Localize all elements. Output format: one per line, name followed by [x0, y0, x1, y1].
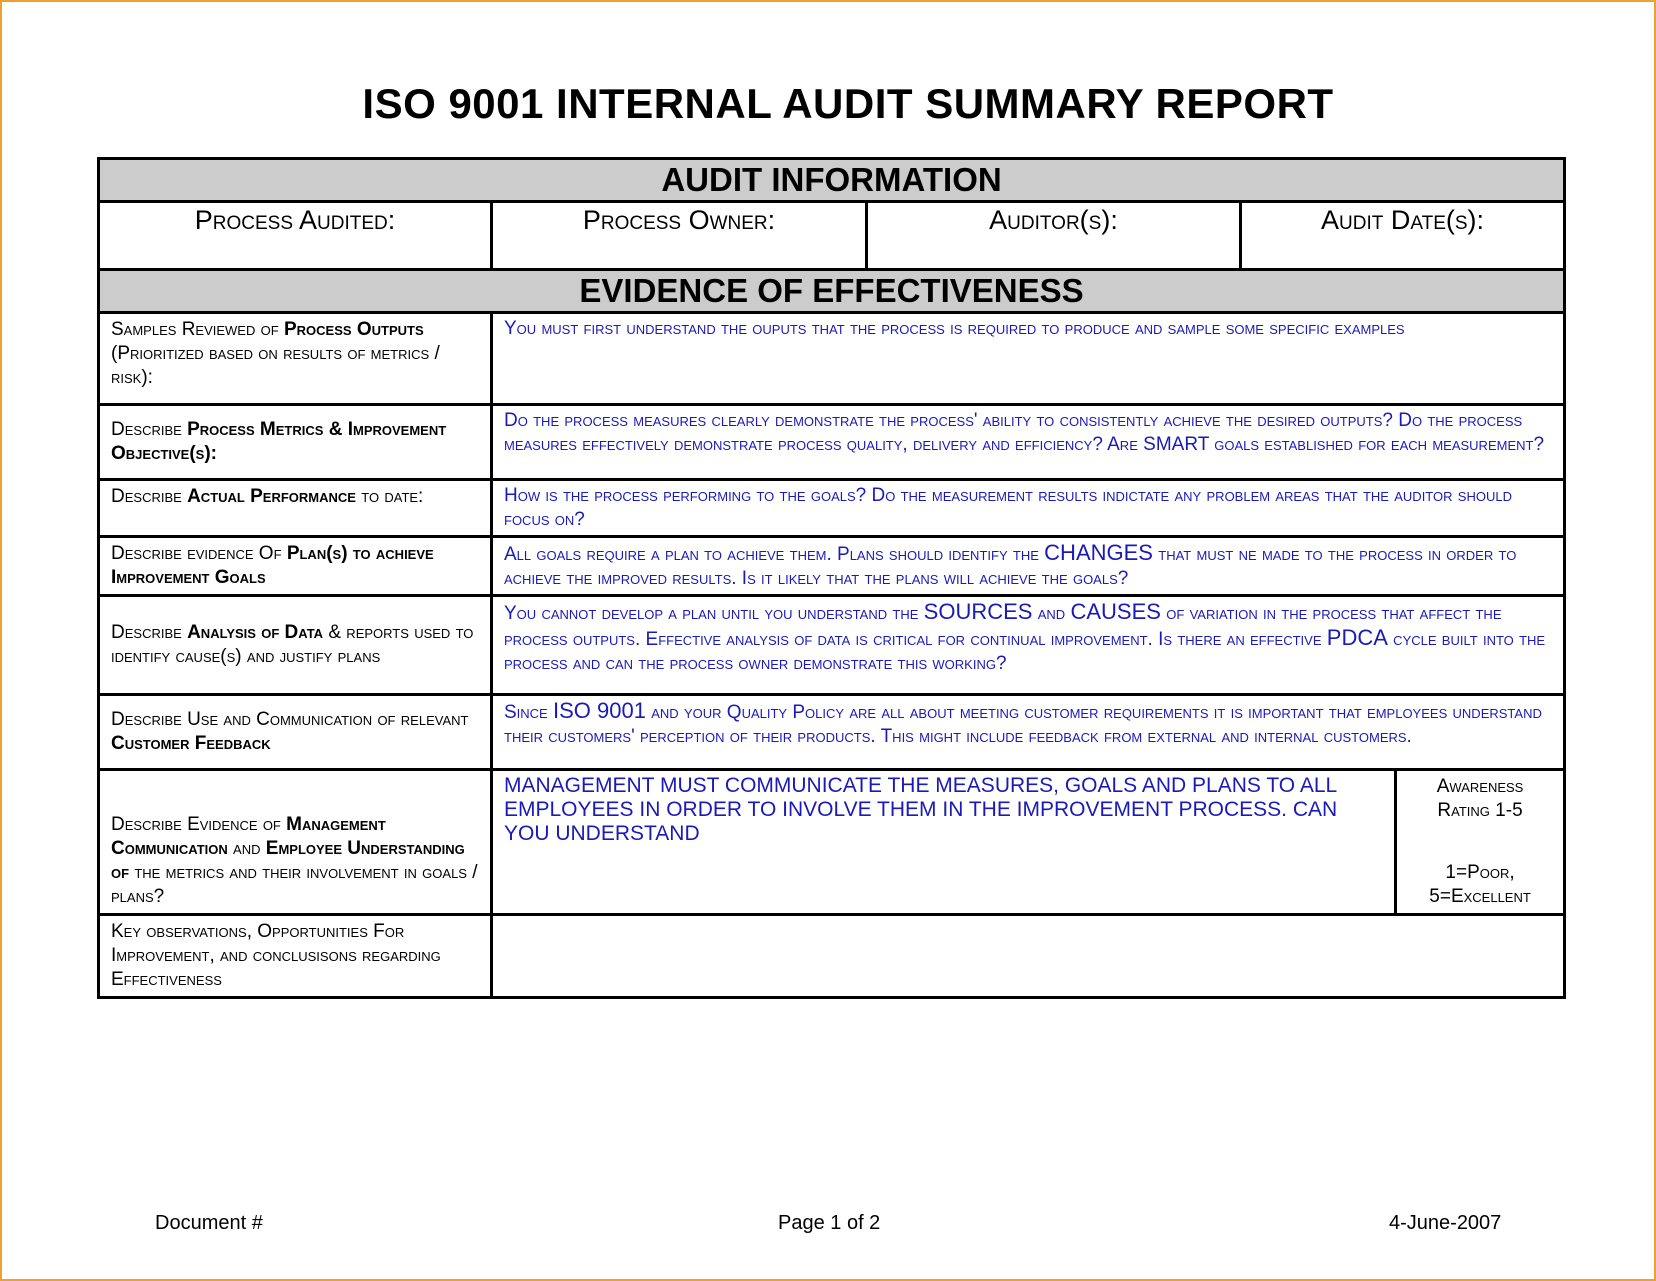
row-guidance[interactable]: Since ISO 9001 and your Quality Policy are all about meeting customer requirements it is important that employees understand their customers' perception of their products. This might include feedback from external and internal customers. — [492, 695, 1565, 770]
row-label: Describe Analysis of Data & reports used to identify cause(s) and justify plans — [99, 596, 492, 695]
row-guidance[interactable]: All goals require a plan to achieve them. Plans should identify the CHANGES that must ne made to the process in order to achieve the improved results. Is it likely that the plans will achieve the goals? — [492, 537, 1565, 596]
footer-date: 4-June-2007 — [1389, 1212, 1502, 1234]
rating-title: Awareness Rating 1-5 — [1436, 776, 1524, 821]
page-title: ISO 9001 INTERNAL AUDIT SUMMARY REPORT — [362, 80, 1334, 127]
table-row — [99, 405, 1565, 480]
row-guidance[interactable]: Do the process measures clearly demonstrate the process' ability to consistently achieve the desired outputs? Do the process measures effectively demonstrate process quality, delivery and efficiency? Are SMART goals established for each measurement? — [492, 405, 1565, 480]
audit-report-table — [97, 157, 1566, 999]
table-row — [99, 770, 1565, 915]
row-guidance[interactable]: You cannot develop a plan until you understand the SOURCES and CAUSES of variation in the process that affect the process outputs. Effective analysis of data is critical for continual improvement. Is there an effective PDCA cycle built into the process and can the process owner demonstrate this working? — [492, 596, 1565, 695]
row-guidance[interactable]: How is the process performing to the goals? Do the measurement results indictate any problem areas that the auditor should focus on? — [492, 480, 1565, 537]
row-label: Key observations, Opportunities For Improvement, and conclusisons regarding Effectiveness — [99, 915, 492, 998]
row-label: Describe evidence Of Plan(s) to achieve Improvement Goals — [99, 537, 492, 596]
table-row — [99, 695, 1565, 770]
footer-page-number: Page 1 of 2 — [778, 1212, 881, 1234]
audit-dates-field[interactable]: Audit Date(s): — [1241, 202, 1565, 270]
row-label: Describe Evidence of Management Communication and Employee Understanding of the metrics and their involvement in goals / plans? — [99, 770, 492, 915]
evidence-heading: EVIDENCE OF EFFECTIVENESS — [99, 270, 1565, 313]
table-row — [99, 480, 1565, 537]
rating-scale: 1=Poor, 5=Excellent — [1429, 862, 1531, 907]
awareness-rating[interactable] — [1396, 771, 1564, 913]
footer-document-number: Document # — [155, 1212, 263, 1234]
row-label: Describe Actual Performance to date: — [99, 480, 492, 537]
process-audited-field[interactable]: Process Audited: — [99, 202, 492, 270]
process-owner-field[interactable]: Process Owner: — [492, 202, 867, 270]
table-row — [99, 915, 1565, 998]
row-guidance[interactable]: MANAGEMENT MUST COMMUNICATE THE MEASURES, GOALS AND PLANS TO ALL EMPLOYEES IN ORDER TO INVOLVE THEM IN THE IMPROVEMENT PROCESS. CAN YOU UNDERSTAND — [493, 771, 1396, 913]
row-label: Describe Process Metrics & Improvement Objective(s): — [99, 405, 492, 480]
table-row — [99, 313, 1565, 405]
row-label: Samples Reviewed of Process Outputs (Prioritized based on results of metrics / risk): — [99, 313, 492, 405]
table-row — [99, 596, 1565, 695]
auditors-field[interactable]: Auditor(s): — [867, 202, 1241, 270]
management-cell — [492, 770, 1565, 915]
row-guidance[interactable] — [492, 915, 1565, 998]
table-row — [99, 537, 1565, 596]
row-label: Describe Use and Communication of relevant Customer Feedback — [99, 695, 492, 770]
row-guidance[interactable]: You must first understand the ouputs that the process is required to produce and sample some specific examples — [492, 313, 1565, 405]
audit-information-heading: AUDIT INFORMATION — [99, 159, 1565, 202]
